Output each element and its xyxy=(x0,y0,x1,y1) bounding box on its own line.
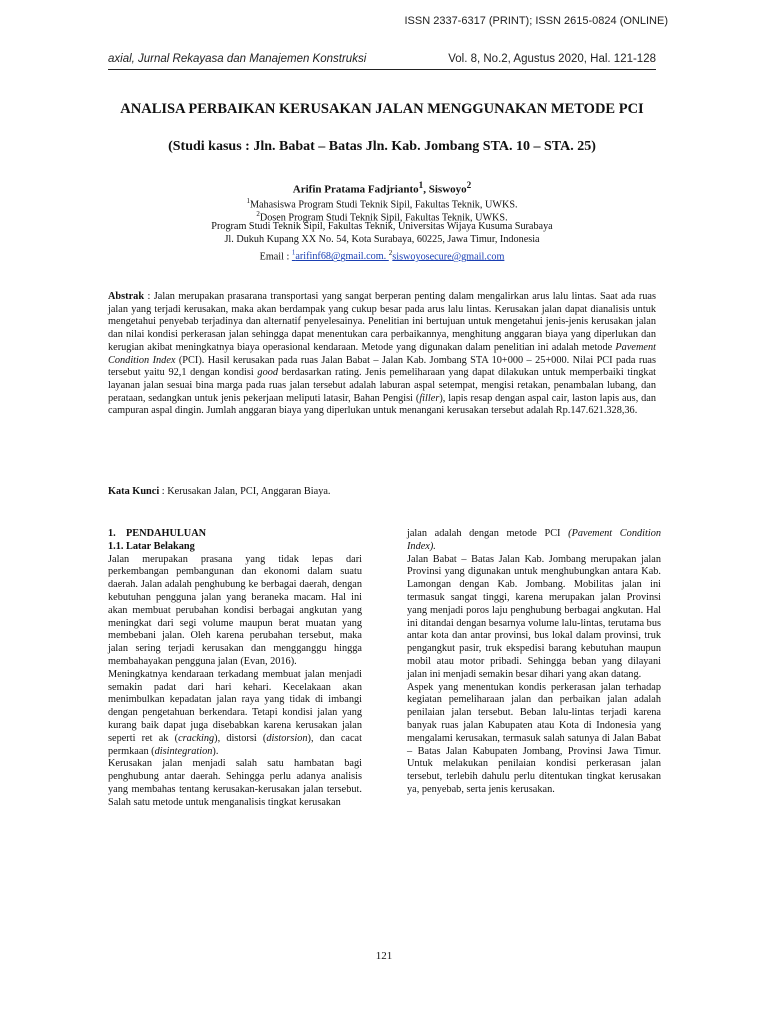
volume-info: Vol. 8, No.2, Agustus 2020, Hal. 121-128 xyxy=(448,53,656,65)
affiliation-address: Jl. Dukuh Kupang XX No. 54, Kota Surabaya, 60225, Jawa Timur, Indonesia xyxy=(224,234,540,245)
paragraph-text: ), distorsi ( xyxy=(214,732,267,744)
paragraph: Jalan Babat – Batas Jalan Kab. Jombang merupakan jalan Provinsi yang digunakan untuk menghubungkan antara Kab. Lamongan dengan Kab. Jombang. Mobilitas jalan ini termasuk sangat tinggi, karena merupakan jalan Provinsi yang menjadi poros laju penghubung berbagai angkutan. Hal ini ditandai dengan besarnya volume lalu-lintas, terutama bus antar kota dan antar provinsi, bus lokal dalam provinsi, truk pengangkut pasir, truk ekspedisi barang kebutuhan maupun mobil atau motor pribadi. Sehingga beban yang dilayani jalan ini menjadi semakin besar dihari yang akan datang. xyxy=(407,553,661,680)
italic-term: disintegration xyxy=(154,745,213,757)
italic-term: distorsion xyxy=(266,732,308,744)
body-column-left xyxy=(108,528,362,810)
abstract-label: Abstrak xyxy=(108,291,145,302)
abstract-text: berdasarkan rating. Jenis pemeliharaan yang dapat dilakukan untuk memperbaiki tingkat layanan jalan sesuai bina marga pada ruas jalan tersebut adalah laburan aspal setempat, mengisi retakan, penambalan lubang, dan perataan, sedangkan untuk jenis pekerjaan meliputi latasir, Bahan Pengisi ( xyxy=(108,367,656,404)
abstract-term: filler xyxy=(419,392,440,404)
author-sup: 2 xyxy=(466,180,472,190)
italic-term: cracking xyxy=(178,732,215,744)
email-label: Email : xyxy=(259,251,292,263)
page-number: 121 xyxy=(375,950,393,962)
keywords-text: Kerusakan Jalan, PCI, Anggaran Biaya. xyxy=(167,486,331,497)
italic-term: (Pavement Condition Index). xyxy=(407,528,661,552)
abstract-separator: : xyxy=(144,291,154,302)
subsection-heading: 1.1. Latar Belakang xyxy=(108,540,195,552)
affiliation-3: Program Studi Teknik Sipil, Fakultas Teknik, Universitas Wijaya Kusuma Surabaya xyxy=(211,221,553,232)
paragraph xyxy=(407,528,661,554)
paragraph xyxy=(108,669,362,759)
affiliation-sup: 2 xyxy=(256,210,260,218)
body-column-right xyxy=(407,528,661,797)
author-name: Siswoyo xyxy=(428,183,467,196)
abstract xyxy=(108,291,656,418)
keywords-separator: : xyxy=(159,486,168,497)
paragraph: Jalan merupakan prasana yang tidak lepas dari perkembangan pembangunan dan ekonomi dalam suatu daerah. Jalan adalah penghubung ke berbagai daerah, dengan kebutuhan pengguna jalan yang beraneka macam. Hal ini akan membuat perubahan kondisi berbagai angkutan yang meningkat dari segi volume maupun berat muatan yang membebani jalan. Oleh karena perubahan tersebut, maka jalan sering terjadi kerusakan dan mengganggu hingga membahayakan pengguna jalan (Evan, 2016). xyxy=(108,553,362,667)
abstract-term: Pavement Condition Index xyxy=(108,341,656,366)
abstract-text: ), lapis resap dengan aspal cair, laston lapis aus, dan campuran aspal dingin. Jumlah anggaran biaya yang diperlukan untuk menangani kerusakan tersebut adalah Rp.147.621.328,36. xyxy=(108,392,656,417)
paper-title: ANALISA PERBAIKAN KERUSAKAN JALAN MENGGUNAKAN METODE PCI xyxy=(120,101,644,117)
keywords xyxy=(108,486,656,497)
paragraph-text: ), dan cacat permkaan ( xyxy=(108,732,362,757)
author-name: Arifin Pratama Fadjrianto xyxy=(292,183,419,196)
author-sup: 1 xyxy=(418,180,424,190)
affiliation-sup: 1 xyxy=(246,197,250,205)
affiliation-text: Dosen Program Studi Teknik Sipil, Fakultas Teknik, UWKS. xyxy=(259,212,508,224)
paragraph-text: Meningkatnya kendaraan terkadang membuat jalan menjadi semakin padat dari hari kehari. Kecelakaan akan menimbulkan kepadatan jalan raya yang tidak di imbangi dengan pengetahuan berkendara. Tetapi kondisi jalan yang kurang baik dapat juga disebabkan karena kerusakan jalan seperti ret ak ( xyxy=(108,668,362,744)
email-sup: 2 xyxy=(388,249,393,257)
email-sup: 1 xyxy=(291,249,296,257)
affiliation-text: Mahasiswa Program Studi Teknik Sipil, Fakultas Teknik, UWKS. xyxy=(249,199,518,211)
journal-running-header xyxy=(108,53,656,70)
abstract-text: (PCI). Hasil kerusakan pada ruas Jalan Babat – Jalan Kab. Jombang STA 10+000 – 25+000. Nilai PCI pada ruas tersebut yaitu 92,1 dengan kondisi xyxy=(108,354,656,379)
affiliation-email xyxy=(108,247,656,264)
paragraph-text: jalan adalah dengan metode PCI xyxy=(407,528,569,539)
journal-name: axial, Jurnal Rekayasa dan Manajemen Konstruksi xyxy=(108,53,367,65)
issn-header: ISSN 2337-6317 (PRINT); ISSN 2615-0824 (ONLINE) xyxy=(404,15,668,27)
abstract-text: Jalan merupakan prasarana transportasi yang sangat berperan penting dalam mengalirkan arus lalu lintas. Saat ada ruas jalan yang terjadi kerusakan, maka akan berdampak yang cukup besar pada arus lalu lintas. Kerusakan jalan dapat dianalisis untuk mengetahui penyebab terjadinya dan alternatif penyelesainya. Penelitian ini bertujuan untuk mengetahui jenis-jenis kerusakan jalan dan nilai kondisi perkerasan jalan sehingga dapat menentukan cara perbaikannya, menghitung anggaran biaya yang diperlukan dan kerugian akibat meningkatnya biaya operasional kendaraan. Metode yang digunakan dalam penelitian ini adalah metode xyxy=(108,291,656,353)
email-address: arifinf68@gmail.com. xyxy=(295,251,389,263)
author-list: Arifin Pratama Fadjrianto$^1$, Siswoyo$^2$ xyxy=(292,180,472,196)
abstract-term: good xyxy=(257,367,279,379)
paragraph: Aspek yang menentukan kondis perkerasan jalan terhadap kegiatan pemeliharaan jalan dan perbaikan jalan adalah penilaian jalan tersebut. Beban lalu-lintas terjadi karena banyak ruas jalan Kabupaten atau Kota di Indonesia yang mengalami kerusakan, termasuk salah satunya di Jalan Babat – Batas Jalan Kabupaten Jombang, Provinsi Jawa Timur. Untuk melakukan penilaian kondisi perkerasan jalan tersebut, terlebih dahulu perlu ditentukan tingkat kerusakan ya, penyebab, serta jenis kerusakan. xyxy=(407,681,661,795)
paragraph: Kerusakan jalan menjadi salah satu hambatan bagi penghubung antar daerah. Sehingga perlu adanya analisis yang membahas tentang kerusakan-kerusakan jalan tersebut. Salah satu metode untuk menganalisis tingkat kerusakan xyxy=(108,758,362,808)
section-heading: 1. PENDAHULUAN xyxy=(108,528,207,539)
keywords-label: Kata Kunci xyxy=(108,486,160,497)
paragraph-text: ). xyxy=(212,745,219,757)
paper-subtitle: (Studi kasus : Jln. Babat – Batas Jln. Kab. Jombang STA. 10 – STA. 25) xyxy=(168,139,596,154)
email-link-1[interactable] xyxy=(292,251,389,262)
email-link-2[interactable]: siswoyosecure@gmail.com xyxy=(392,251,505,263)
